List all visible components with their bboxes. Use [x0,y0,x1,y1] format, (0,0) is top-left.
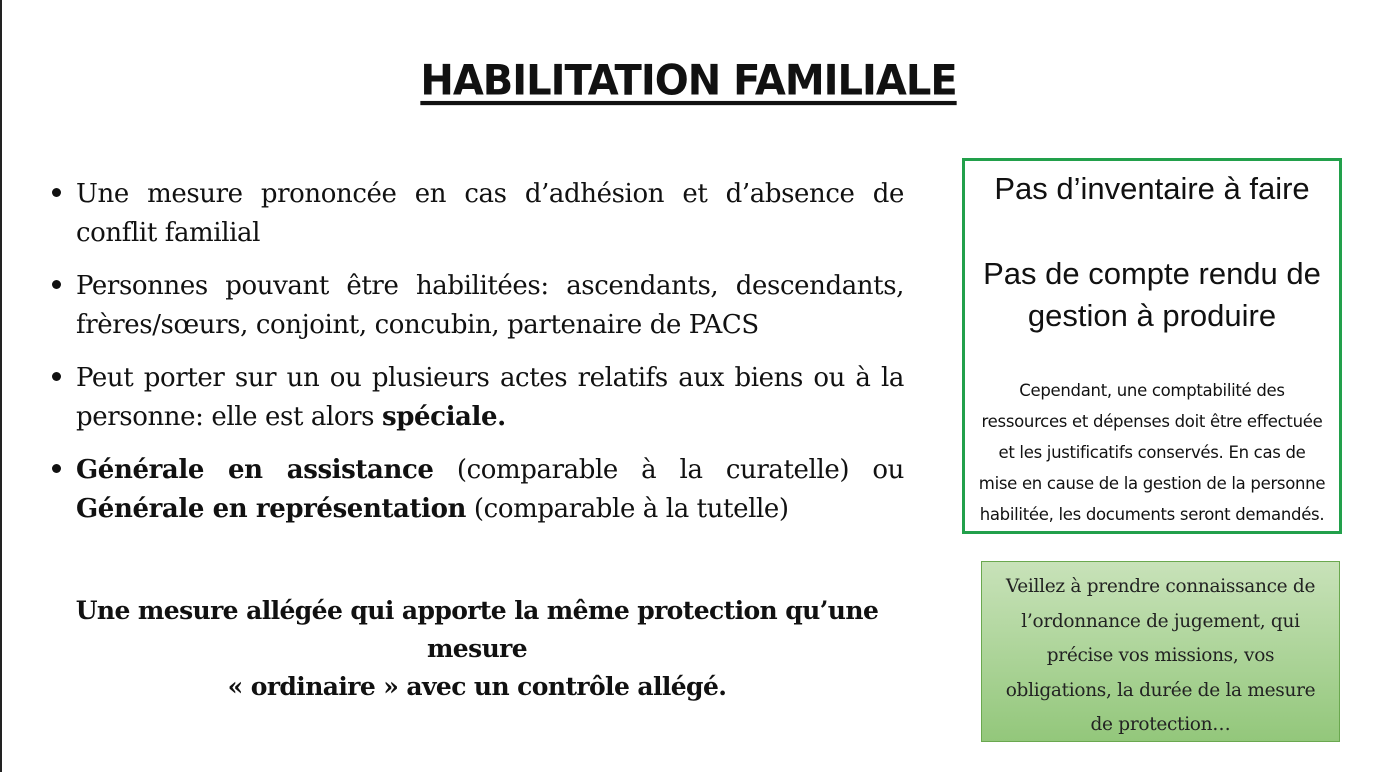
bullet-dot-icon [52,280,61,289]
info-box-heading: Pas de compte rendu de gestion à produire [983,256,1321,333]
bullet-text: Une mesure prononcée en cas d’adhésion et d’absence de conflit familial [76,179,904,248]
bullet-dot-icon [52,464,61,473]
bullet-dot-icon [52,188,61,197]
slide-title: HABILITATION FAMILIALE [420,56,957,106]
bullet-text [76,359,904,437]
conclusion-text [42,592,912,706]
bullet-bold-run: spéciale. [381,402,506,432]
bullet-list [48,175,904,543]
bullet-item [48,267,904,345]
conclusion-line: Une mesure allégée qui apporte la même protection qu’une mesure [75,596,879,663]
bullet-bold-run: Générale en représentation [76,494,467,524]
info-box-detail: Cependant, une comptabilité des ressources et dépenses doit être effectuée et les justificatifs conservés. En cas de mise en cause de la gestion de la personne habilitée, les documents seront demandés. [978,381,1326,524]
conclusion-line: « ordinaire » avec un contrôle allégé. [227,672,727,701]
note-box: Veillez à prendre connaissance de l’ordonnance de jugement, qui précise vos missions, vos obligations, la durée de la mesure de protection… [981,561,1340,742]
bullet-run: (comparable à la tutelle) [466,494,789,524]
bullet-item [48,175,904,253]
bullet-item [48,359,904,437]
bullet-run: Peut porter sur un ou plusieurs actes relatifs aux biens ou à la personne: elle est alors [76,363,904,432]
bullet-run: (comparable à la curatelle) ou [433,455,904,485]
info-box [962,158,1342,534]
info-box-heading: Pas d’inventaire à faire [994,171,1310,206]
bullet-text [76,451,904,529]
bullet-text: Personnes pouvant être habilitées: ascendants, descendants, frères/sœurs, conjoint, concubin, partenaire de PACS [76,271,904,340]
bullet-bold-run: Générale en assistance [76,455,434,485]
bullet-item [48,451,904,529]
bullet-dot-icon [52,372,61,381]
